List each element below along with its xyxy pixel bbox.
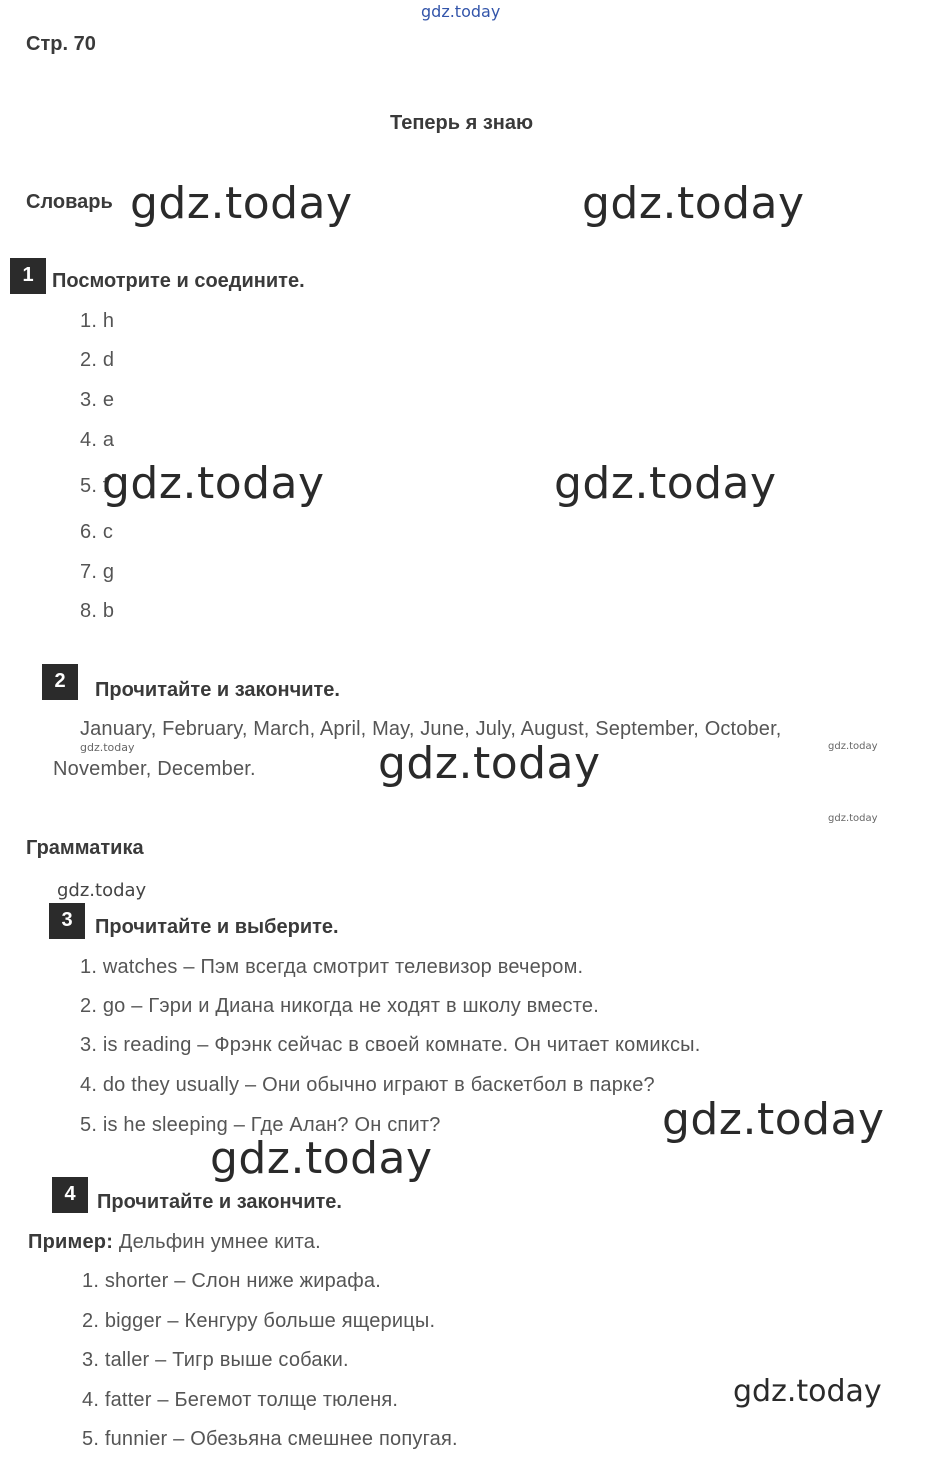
watermark: gdz.today xyxy=(582,178,805,229)
list-item: 1. watches – Пэм всегда смотрит телевизор вечером. xyxy=(80,956,584,978)
watermark: gdz.today xyxy=(733,1374,882,1409)
example-label: Пример: xyxy=(28,1231,114,1253)
watermark: gdz.today xyxy=(210,1133,433,1184)
exercise-number-badge: 3 xyxy=(49,903,85,939)
exercise-number-badge: 4 xyxy=(52,1177,88,1213)
watermark: gdz.today xyxy=(102,458,325,509)
list-item: 4. do they usually – Они обычно играют в баскетбол в парке? xyxy=(80,1074,655,1096)
watermark-small: gdz.today xyxy=(80,741,135,754)
watermark: gdz.today xyxy=(554,458,777,509)
watermark-small: gdz.today xyxy=(828,813,878,824)
list-item: 2. go – Гэри и Диана никогда не ходят в школу вместе. xyxy=(80,995,599,1017)
list-item: 2. bigger – Кенгуру больше ящерицы. xyxy=(82,1310,436,1332)
watermark: gdz.today xyxy=(378,738,601,789)
exercise-title: Прочитайте и закончите. xyxy=(95,679,340,701)
list-item: 4. a xyxy=(80,429,115,451)
list-item: 2. d xyxy=(80,349,115,371)
exercise-title: Прочитайте и выберите. xyxy=(95,916,339,938)
list-item: 8. b xyxy=(80,600,115,622)
watermark: gdz.today xyxy=(662,1094,885,1145)
watermark-medium: gdz.today xyxy=(57,880,147,901)
example-line xyxy=(28,1231,321,1254)
watermark-top: gdz.today xyxy=(421,2,501,21)
watermark-small: gdz.today xyxy=(828,741,878,752)
answer-text-line-2: November, December. xyxy=(53,758,256,780)
exercise-number-badge: 1 xyxy=(10,258,46,294)
answer-text-line-1: January, February, March, April, May, June, July, August, September, October, xyxy=(80,718,782,740)
list-item: 7. g xyxy=(80,561,115,583)
list-item: 5. funnier – Обезьяна смешнее попугая. xyxy=(82,1428,458,1450)
page-title: Теперь я знаю xyxy=(390,112,534,134)
list-item: 5. f xyxy=(80,475,109,497)
list-item: 1. shorter – Слон ниже жирафа. xyxy=(82,1270,381,1292)
list-item: 6. c xyxy=(80,521,114,543)
list-item: 3. e xyxy=(80,389,115,411)
list-item: 4. fatter – Бегемот толще тюленя. xyxy=(82,1389,399,1411)
watermark: gdz.today xyxy=(130,178,353,229)
list-item: 3. taller – Тигр выше собаки. xyxy=(82,1349,349,1371)
section-heading-vocabulary: Словарь xyxy=(26,191,113,213)
exercise-number-badge: 2 xyxy=(42,664,78,700)
list-item: 3. is reading – Фрэнк сейчас в своей комнате. Он читает комиксы. xyxy=(80,1034,701,1056)
exercise-title: Прочитайте и закончите. xyxy=(97,1191,342,1213)
list-item: 5. is he sleeping – Где Алан? Он спит? xyxy=(80,1114,441,1136)
list-item: 1. h xyxy=(80,310,115,332)
example-text: Дельфин умнее кита. xyxy=(113,1231,321,1253)
page-number: Стр. 70 xyxy=(26,33,96,55)
section-heading-grammar: Грамматика xyxy=(26,837,144,859)
exercise-title: Посмотрите и соедините. xyxy=(52,270,305,292)
